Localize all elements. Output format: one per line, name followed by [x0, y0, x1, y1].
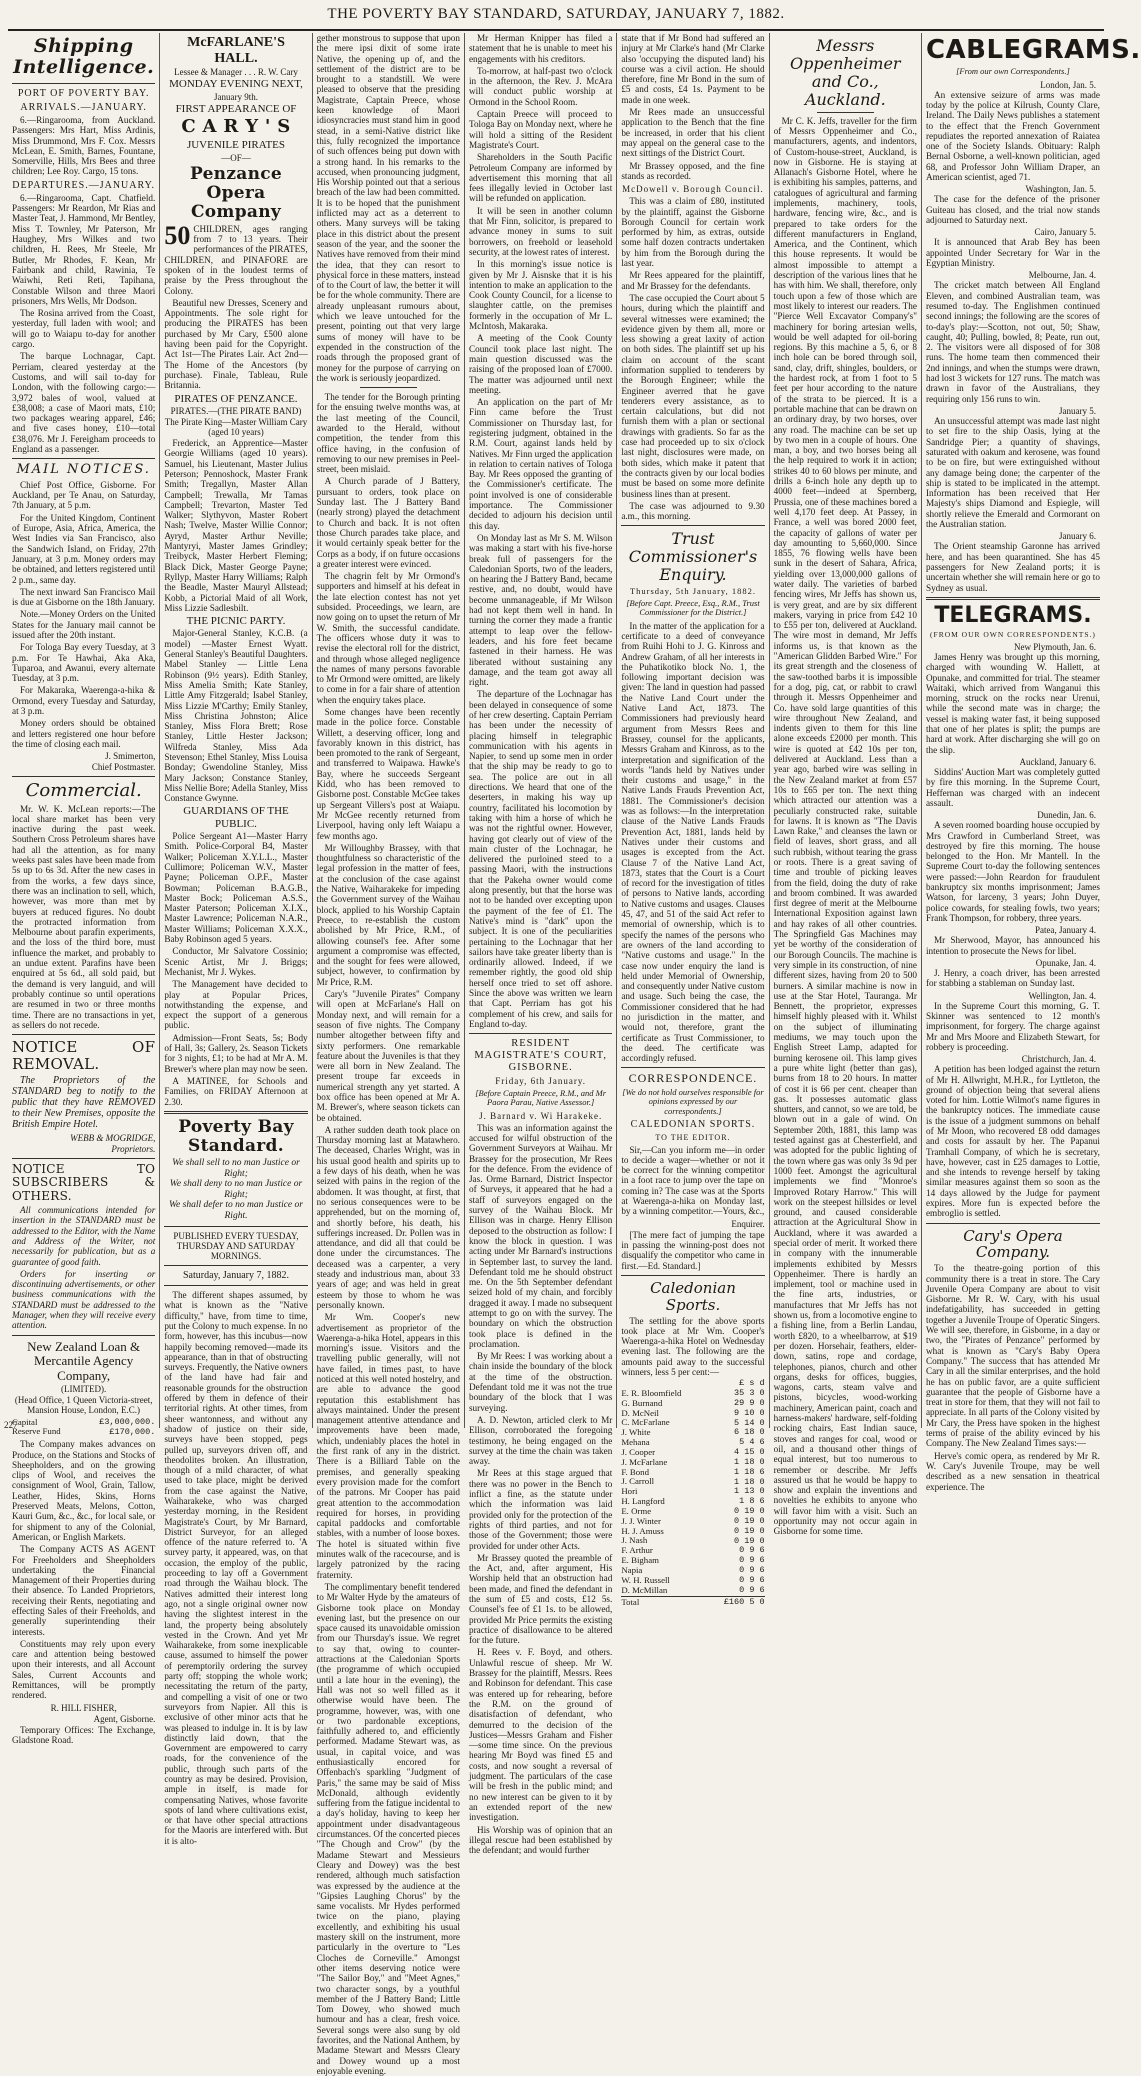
- divider: [469, 1033, 612, 1034]
- removal-signature: WEBB & MOGRIDGE,: [70, 1132, 156, 1143]
- cable-dateline: January 5.: [1058, 405, 1096, 416]
- shipping-note: The barque Lochnagar, Capt. Perriam, cleared yesterday at the Customs, and will sail to-day for London, with the following cargo:—3,972 bales of wool, valued at £38,008; a case of Maori mats, £10; two packages wearing apparel, £46; and five cases honey, £10—total £38,076. Mr J. Fereigham proceeds to England as a passenger.: [12, 351, 156, 454]
- telegram-text: A seven roomed boarding house occupied by Mrs Crawford in Cumberland Street, was destroyed by fire this morning. The house belonged to the Hon. Mr Mantell. In the Supreme Court to-day the following sentences were passed:—John Reardon for fraudulent bankruptcy six months imprisonment; James Watson, for larceny, 3 years; John Duyer, police cowards, for stealing fowls, two years; Frank Thompson, for robbery, three years.: [925, 820, 1100, 923]
- port-heading: PORT OF POVERTY BAY.: [17, 87, 150, 99]
- correspondence-answer: [The mere fact of jumping the tape in passing the winning-post does not disqualify the competitor who came in first.—Ed. Standard.]: [621, 1229, 765, 1271]
- capital-table: [12, 1418, 155, 1438]
- mcdowell-text: This was a claim of £80, instituted by the plaintiff, against the Gisborne Borough Council for certain work performed by him, as extras, outside some half dozen contracts undertaken by him from the Borough during the last year.: [621, 196, 765, 269]
- winner-amount: 0 9 6: [739, 1584, 765, 1595]
- news-paragraph: The departure of the Lochnagar has been delayed in consequence of some of her crew deserting. Captain Perriam has been under the necessity of placing himself in telegraphic communication with his agents in Napier, to send up some men in order that the ship may be ready to go to sea. The police are out in all directions. We heard that one of the deserters, in making his way up country, facilitated his locomotion by taking with him a horse of which he was not the rightful owner. However, having got clearly out of view of the main cluster of the Lochnagar, he delivered the purloined steed to a passing Maori, with the instructions that the Pakeha owner would come along presently, but that the horse was not to be handed over excepting upon the payment of the fee of £1. The Native's mind is "dark" upon the subject. It is one of the peculiarities pertaining to the Lochnagar that her sailors have take greater liberty than is ordinarily allowed. Indeed, if we remember rightly, the good old ship herself once tried to set off ashore. Since the above was written we learn that Capt. Perriam has got his complement of his crew, and sails for England to-day.: [468, 689, 613, 1029]
- rm-court-text: Mr Rees at this stage argued that there was no power in the Bench to inflict a fine, as the statute under which the information was laid provided only for the protection of the rights of third parties, and not for those of the Government; those were provided for under other Acts.: [468, 1468, 613, 1551]
- pirates-heading: PIRATES OF PENZANCE.: [174, 392, 298, 405]
- telegrams-heading: TELEGRAMS.: [934, 602, 1092, 628]
- penzance-title: Penzance Opera Company: [189, 163, 283, 222]
- departures-heading: DEPARTURES.—JANUARY.: [12, 179, 156, 191]
- winner-amount: 35 3 0: [734, 1387, 765, 1398]
- rm-court-text: His Worship was of opinion that an illegal rescue had been established by the defendant; and would further: [468, 1824, 613, 1856]
- winner-amount: 0 9 6: [739, 1555, 765, 1566]
- winner-amount: 9 10 0: [734, 1407, 765, 1418]
- of-line: —OF—: [221, 152, 251, 163]
- departures-text: 6.—Ringarooma, Capt. Chatfield. Passengers: Mr Reardon, Mr Rias and Master Teat, J. Hammond, Mr Bentley, Miss T. Townley, Mr Paterson, Mr Haughey, Mrs Wilkes and two children, H. Rees, Mr Steele, Mr Butler, Mr Rhodes, F. Kean, Mr Fairbank and child, Rawinia, Te Waiwhi, Reti Reti, Tapihana, Constable Wilson and three Maori prisoners, Mrs Wells, Mr Dodson.: [12, 192, 156, 306]
- winner-amount: 1 8 6: [739, 1496, 765, 1507]
- news-paragraph: The complimentary benefit tendered to Mr Walter Hyde by the amateurs of Gisborne took place on Monday evening last, but the presence on our space caused its unavoidable omission from our Thursday's issue. We regret to say that, owing to counter-attractions at the Caledonian Sports (the programme of which occupied until a late hour in the evening), the Hall was not so well filled as it otherwise would have been. The programme, however, was, with one or two pardonable exceptions, faithfully adhered to, and efficiently performed. Madame Stewart was, as usual, in capital voice, and was enthusiastically encored for Offenbach's sparkling "Judgment of Paris," the same may be said of Miss McDonald, although evidently suffering from the fatigue incidental to a day's holiday, having to keep her appointment under disadvantageous circumstances. Of the concerted pieces "The Chough and Crow" (by the Madame Stewart and Messieurs Cleary and Dowey) was the best rendered, although much satisfaction was expressed by the audience at the "Gipsies Laughing Chorus" by the same vocalists. Mr Hydes performed twice on the piano, playing excellently, and exhibiting his usual mastery skill on the instrument, more particularly in the overture to "Les Cloches de Corneville." Amongst other items deserving notice were "The Sailor Boy," and "Meet Agnes," two character songs, by a youthful member of the J Battery Band; Little Tom Dowey, who showed much humour and has a clear, fresh voice. Several songs were also sung by old favorites, and the National Anthem, by Madame Stewart and Messrs Cleary and Dowey wound up a most enjoyable evening.: [316, 1581, 460, 2076]
- correspondence-disclaimer: [We do not hold ourselves responsible for opinions expressed by our correspondents.]: [622, 1086, 764, 1116]
- published-line: PUBLISHED EVERY TUESDAY, THURSDAY AND SATURDAY MORNINGS.: [173, 1230, 299, 1261]
- trust-text: In the matter of the application for a certificate to a deed of conveyance from Ruihi Hohi to J. G. Kinross and Andrew Graham, of all her interests in the Puhatikotiko block No. 1, the following important decision was given: The land in question had passed the Native Land Court under the Native Land Act, 1873. The Commissioners had previously heard argument from Messrs Rees and Brassey, counsel for the applicants, Messrs Graham and Kinross, as to the interpretation and signification of the words "lands held by Natives under their customs and usage," in the Native Lands Frauds Prevention Act, 1881. The Commissioner's decision was as follows:—In the interpretation clause of the Native Lands Frauds Prevention Act, 1881, lands held by Natives under their customs and usages is excepted from the Act. Clause 7 of the Native Land Act, 1873, states that the Court is a Court of record for the investigation of titles of persons to Native lands, according to Native customs and usages. Clauses 45, 47, and 51 of the said Act refer to memorial of ownership, which is to specify the names of the persons who are owners of the land according to "Native customs and usage." In the case now under enquiry the land is held under Memorial of Ownership, and consequently under Native custom and usage. Such being the case, the Commissioner considered that he had no jurisdiction in the matter, and would not, therefore, grant the certificate as Trust Commissioner, to the deed. The certificate was accordingly refused.: [621, 620, 765, 1064]
- winner-amount: 1 18 0: [734, 1456, 765, 1467]
- capital-value: £3,000,000.: [99, 1416, 156, 1427]
- first-appearance: FIRST APPEARANCE OF: [175, 102, 297, 115]
- cable-text: The cricket match between All England Eleven, and combined Australian team, was resumed to-day. The Englishmen continued second innings; the following are the scores of to-day's play:—Scotton, not out, 50; Shaw, caught, 40; Pulling, bowled, 8; Peate, run out, 2. The visitors were all disposed of for 308 runs. The home team then commenced their 2nd innings, and when the stumps were drawn, had lost 3 wickets for 127 runs. The match was drawn in favor of the Australians, they requiring only 156 runs to win.: [925, 280, 1100, 404]
- agent-signature: R. HILL FISHER,: [50, 1702, 117, 1713]
- divider: [926, 1223, 1100, 1224]
- rm-court-text: By Mr Rees: I was working about a chain inside the boundary of the block at the time of the obstruction. Defendant told me it was not the true boundary of the block that I was surveying.: [468, 1351, 613, 1413]
- divider: [164, 1265, 307, 1266]
- removal-signature-title: Proprietors.: [111, 1143, 156, 1154]
- motto-line: We shall defer to no man Justice or Right.: [169, 1200, 303, 1221]
- winner-name: Napia: [621, 1565, 643, 1576]
- winner-amount: 0 9 6: [739, 1575, 765, 1586]
- news-paragraph: Mr Willoughby Brassey, with that thoughtfulness so characteristic of the legal profession in the matter of fees, at the conclusion of the case against the Native, Waiharakeke for impeding the Government survey of the Waihau block, applied to his Worship Captain Preece, to re-establish the custom abolished by Mr Price, R.M., of allowing counsel's fee. After some argument a compromise was effected, and the sought for fees were allowed, subject, however, to confirmation by Mr Price, R.M.: [316, 842, 460, 987]
- news-paragraph: Cary's "Juvenile Pirates" Company will open at McFarlane's Hall on Monday next, and will remain for a season of five nights. The Company number altogether between fifty and sixty performers. One remarkable feature about the Juveniles is that they were all born in New Zealand. The present troupe far exceeds in numerical strength any yet started. A box office has been opened at Mr A. M. Brewer's, where season tickets can be obtained.: [316, 989, 460, 1123]
- winners-total-row: [621, 1596, 764, 1607]
- winner-name: E. Bigham: [621, 1555, 659, 1566]
- oppenheimer-text: Mr C. K. Jeffs, traveller for the firm of Messrs Oppenheimer and Co., manufacturers, agents, and indentors, of Custom-house-street, Auckland, is now in Gisborne. He is staying at Allanach's Gisborne Hotel, where he is exhibiting his samples, patterns, and catalogues of agricultural and farming implements, machinery, tools, hardware, fencing wire, &c., and is prepared to take orders for the different manufacturers in England, America, and the Continent, which this house represents. It would be almost impossible to attempt a description of the various lines that he has with him. We shall, therefore, only touch upon a few of those which are most likely to interest our readers. The "Pierce Well Excavator Company's" machinery for boring artesian wells, would be well adapted for oil-boring regions. By this machine a 5, 6, or 8 inch hole can be bored through soil, sand, clay, drift, shingles, boulders, or the hardest rock, at from 1 foot to 5 feet per hour according to the nature of the strata to be pierced. It is a portable machine that can be drawn on an ordinary dray, by two horses, over any road. The machine can be set up by two men in a couple of hours. One man, a boy, and two horses being all the help required to work it in action; strikes 40 to 60 blows per minute, and drills a 6-inch hole any depth up to 4000 feet—indeed at Spernberg, Prussia, one of these machines bored a well 4,170 feet deep. At Passey, in France, a well was bored 2000 feet, the capacity of gallons of water per day amounting to 5,660,000. Since 1855, 76 flowing wells have been sunk in the desert of Sahara, Africa, yielding over 13,000,000 gallons of water daily. The varieties of barbed fencing wires, Mr Jeffs has shown us, is very great, and are by six different makers, varying in price from £42 10 to £55 per ton, delivered at Auckland. The wire most in demand, Mr Jeffs informs us, is that known as the "American Glidden Barbed Wire." For its great strength and the closeness of the saw-toothed barbs it is impossible for a dog, pig, cat, or rabbit to crawl through it. Messrs Oppenheimer and Co. have sold large quantities of this wire throughout New Zealand, and indents given to them for this line alone exceeds £2000 per month. This wire is quoted at £42 10s per ton, delivered at Auckland. Less than a year ago, barbed wire was selling in the New Zealand market at from £57 10s to £65 per ton. The next thing which attracted our attention was a peculiarly constructed rake, suitable for lawns. It is known as "The Davis Lawn Rake," and cleanses the lawn or field of leaves, short grass, and all such rubbish, without tearing the grass or roots. There is a great saving of time and trouble of picking leaves from the field, doing the duty of rake and broom combined. It was awarded first degree of merit at the Melbourne International Exposition against lawn and hay rakes of all other countries. The Springfield Gas Machines may yet be worthy of the consideration of our Borough Councils. The machine is very simple in its construction, of nine different sizes, having from 20 to 500 burners. A similar machine is now in use at the Star Hotel, Tauranga. Mr Bennett, the proprietor, expresses himself highly pleased with it. Whilst on the subject of illuminating mediums, we may touch upon the English Street Lamp, adapted for burning kerosene oil. This lamp gives a pure white light (better than gas), burns from 18 to 20 hours. In matter of cost it is 66 per cent. cheaper than gas. It possesses automatic glass shutters, and cannot, so we are told, be blown out in a gale of wind. On September 20th, 1881, this lamp was tested against gas at Chesterfield, and was adopted for the public lighting of the town where gas was only 3s 9d per 1000 feet. Amongst the agricultural implements we find "Monroe's Improved Rotary Harrow." This will work on the steepest hillsides or level ground, and caused considerable attraction at the Agricultural Show in Auckland, where it was awarded a special order of merit. It worked there in company with the innumerable implements exhibited by Messrs Oppenheimer. There is hardly an implement, tool or machine used in the fine arts, industries, or manufactures that Mr Jeffs has not shown us, from a locomotive engine to a fishing line, from a Berlin Landau, worth £820, to a wheelbarrow, at $19 per dozen. Horsehair, feathers, elder-down, satins, rope and cordage, telephones, pianos, church and other organs, desks for offices, buggies, wagons, carts, steam valve and pistons, bicycles, wood-working machinery, American paint, coach and harness-makers' hardware, self-folding rocking chairs, East Indian sauce, stoves and ranges for coal, wood or oil, and a thousand other things of equal interest, but too numerous to remember or describe. Mr Jeffs assured us that he would be happy to show and explain the inventions and novelties he exhibits to anyone who will favor him with a visit. Such an opportunity may not occur again in Gisborne for some time.: [773, 115, 917, 1537]
- cable-dateline: Melbourne, Jan. 4.: [1028, 270, 1096, 281]
- reserve-label: Reserve Fund: [12, 1426, 61, 1437]
- mcdowell-heading: McDowell v. Borough Council.: [622, 184, 764, 195]
- news-paragraph: On Monday last as Mr S. M. Wilson was making a start with his five-horse break full of passengers for the Caledonian Sports, two of the leaders, on hearing the J Battery Band, became restive, and, no doubt, would have become unmanageable, if Mr Wilson had not kept them well in hand. In turning the corner they made a frantic attempt to leap over the fellow-leaders, and his fore feet became fastened in their harness. He was liberated without sustaining any damage, and the team got away all right.: [468, 532, 613, 688]
- winner-name: Hori: [621, 1486, 638, 1497]
- mail-text: The next inward San Francisco Mail is due at Gisborne on the 18th January.: [12, 586, 156, 608]
- winner-amount: 5 4 6: [739, 1437, 765, 1448]
- news-paragraph: It will be seen in another column that Mr Finn, solicitor, is prepared to advance money in sums to suit borrowers, on freehold or leasehold security, at the lowest rates of interest.: [468, 205, 613, 257]
- column-2: [160, 33, 312, 1846]
- mcdowell-text: The case was adjourned to 9.30 a.m., this morning.: [621, 500, 765, 522]
- rm-court-date: Friday, 6th January.: [495, 1076, 587, 1087]
- masthead: THE POVERTY BAY STANDARD, SATURDAY, JANUARY 7, 1882.: [8, 4, 1104, 31]
- winner-name: W. H. Russell: [621, 1574, 670, 1585]
- telegram-text: J. Henry, a coach driver, has been arrested for stabbing a stableman on Sunday last.: [925, 967, 1100, 989]
- winner-amount: 0 9 6: [739, 1565, 765, 1576]
- subscribers-text: All communications intended for insertion in the STANDARD must be addressed to the Editor, with the Name and Address of the Writer, not necessarily for publication, but as a guarantee of good faith.: [12, 1205, 156, 1267]
- total-label: Total: [621, 1596, 706, 1607]
- winner-amount: 1 18 0: [734, 1476, 765, 1487]
- divider: [164, 1285, 307, 1286]
- trust-before: [Before Capt. Preece, Esq., R.M., Trust Commissioner for the District.]: [626, 597, 760, 618]
- juvenile-pirates: JUVENILE PIRATES: [186, 139, 286, 152]
- reserve-value: £170,000.: [109, 1426, 156, 1437]
- admission-text: Admission—Front Seats, 5s; Body of Hall, 3s; Gallery, 2s. Season Tickets for 3 nights, £1; to be had at Mr A. M. Brewer's where plan may now be seen.: [164, 1032, 308, 1074]
- cable-dateline: London, Jan. 5.: [1040, 79, 1096, 90]
- divider: [621, 1067, 764, 1068]
- commercial-text: Mr. W. K. McLean reports:—The local share market has been very inactive during the past week. Southern Cross Petroleum shares have had all the attention, as for many weeks past sales have been made from 5s up to 6s 3d. After the new cases in from the works, a few days since, there was an inclination to sell, which, however, was more than met by buyers at reduced figures. No doubt the protracted information from Melbourne about parafin experiments, and the loss of the third bore, must influence the market, and probably to an undue extent. Parafins have been enquired at 5s 6d., all sold paid, but the demand is very languid, and will probably continue so until operations are resumed in two or three months time. There are no transactions in yet, as sellers do not recede.: [12, 803, 156, 1030]
- editorial-text: The different shapes assumed, by what is known as the "Native difficulty," have, from time to time, put the Colony to much expense. In no form, however, has this incubus—now happily becoming removed—made its appearance, than in that of obstructing surveys. Frequently, the Native owners of the land have had fair and reasonable grounds for the obstruction offered by them in defence of their territorial rights. At other times, from sheer wantonness, and without any shadow of justice on their side, surveys have been stopped, pegs pulled up, surveyors driven off, and theodolites broken. An illustration, though of a mild character, of what used to take place, might be derived from the case against the Native, Waiharakeke, who was charged yesterday morning, in the Resident Magistrate's Court, by Mr Barnard, District Surveyor, for an alleged offence of the nature referred to. 'A survey party, it appeared, was, on that occasion, the employ of the public, proceeding to lay off a Government road through the Waihau block. The Natives admitted their interest long ago, not a single original owner now having the slightest interest in the land, the property being absolutely vested in the Crown. And yet Mr Waiharakeke, from some inexplicable cause, assumed to himself the power of peremptorily ordering the survey party off; stopping the whole work; necessitating the return of the party, and compelling a visit of one or two surveyors from Napier. All this is exclusive of other minor acts that he was pleased to indulge in. It is by law distinctly laid down, that the Government are empowered to carry roads, for the convenience of the public, through such parts of the country as may be desired. Provision, ample in itself, is made for compensating Natives, whose favorite spots of land where cultivations exist, or that have other special attractions for the Maoris are interfered with. But it is alto-: [164, 1290, 308, 1846]
- divider: [164, 1111, 307, 1114]
- nzloan-office: (Head Office, 1 Queen Victoria-street, Mansion House, London, E.C.): [14, 1395, 153, 1416]
- caledonian-letter-heading: CALEDONIAN SPORTS.: [630, 1119, 756, 1131]
- column-3: [313, 33, 465, 2076]
- page-number: 227: [4, 1420, 18, 1430]
- motto-line: We shall deny to no man Justice or Right;: [169, 1179, 303, 1200]
- divider: [621, 1275, 764, 1276]
- hall-evening-date: January 9th.: [213, 91, 258, 102]
- telegrams-subheading: (FROM OUR OWN CORRESPONDENTS.): [930, 630, 1096, 640]
- arrivals-text: 6.—Ringarooma, from Auckland. Passengers: Mrs Hart, Miss Ardinis, Miss Drummond, Mrs F. Cox. Messrs McLean, E. Smith, Barnes, Fountane, Somerville, Hills, Mrs Bees and three children; Lee Roy. Cargo, 15 tons.: [12, 114, 156, 177]
- divider: [12, 83, 155, 84]
- rm-court-text: A. D. Newton, articled clerk to Mr Ellison, corroborated the foregoing testimony, he being engaged on the survey at the time the chain was taken away.: [468, 1414, 613, 1467]
- commercial-heading: Commercial.: [25, 780, 142, 802]
- mail-text: Note.—Money Orders on the United States for the January mail cannot be issued after the 20th instant.: [12, 609, 156, 640]
- correspondence-signature: Enquirer.: [731, 1218, 765, 1229]
- shipping-note: The Rosina arrived from the Coast, yesterday, full laden with wool; and will go to Waiapu to-day for another cargo.: [12, 308, 156, 350]
- mail-text: For Makaraka, Waerenga-a-hika & Ormond, every Tuesday and Saturday, at 3 p.m.: [12, 685, 156, 717]
- rm-court-before: [Before Captain Preece, R.M., and Mr Paora Parau, Native Assessor.]: [475, 1087, 607, 1108]
- rm-court-text: This was an information against the accused for wilful obstruction of the Government Surveyors at Waihau. Mr Brassey for the prosecution, Mr Rees for the defence. From the evidence of Jas. Orme Barnard, District Inspector of Surveys, it appeared that he had a staff of surveyors engaged on the survey of the Waihau Block. Mr Ellison was in charge. Henry Ellison deposed to the obstruction as follow: I know the block in question. I was acting under Mr Barnard's instructions in September last, to survey the land. Defendant told me he should obstruct me. On the 5th September defendant seized hold of my chain, and forcibly dragged it away. I made no subsequent attempt to go on with the survey. The boundary on which the obstruction took place is defined in the proclamation.: [468, 1122, 613, 1349]
- news-paragraph: A rather sudden death took place on Thursday morning last at Matawhero. The deceased, Charles Wright, was in his usual good health and spirits up to a few days of his death, when he was seized with pains in the region of the abdomen. It was thought, at first, that no serious consequences were to be apprehended, but on the morning of, and shortly before, his death, his sufferings increased. Dr. Pollen was in attendance, and did all that could be done under the circumstances. The deceased was a carpenter, a very steady and industrious man, about 33 years of age; and was held in great esteem by those to whom he was personally known.: [316, 1124, 460, 1310]
- divider: [360, 387, 417, 388]
- pirate-cast: Frederick, an Apprentice—Master Georgie Williams (aged 10 years). Samuel, his Lieutenant, Master Julius Peterson; Pennoshock, Master Frank Smith; Tregallyn, Master Allan Campbell; Trewalla, Mr Tamas Campbell; Trevarton, Master Ted Walker; Slythyvon, Master Robert Nash; Twelve, Master Willie Connor; Ayryd, Master Arthur Neville; Mantyryi, Master James Grindley; Treibyck, Master Herbert Fleming; Black Dick, Master George Payne; Ryllyp, Master Harry Williams; Ralph the Beadle, Master Mauryl Allstead; Kobb, a Pictorial Maid of all Work, Miss Lizzie Sadlesbilt.: [164, 438, 308, 613]
- picnic-cast: Major-General Stanley, K.C.B. (a model) —Master Ernest Wyatt. General Stanley's Beautiful Daughters. Mabel Stanley — Little Lena Robinson (9½ years). Edith Stanley, Miss Amelia Smith; Kate Stanley, Little Amy Fitzgerald; Isabel Stanley, Miss Lizzie M'Carthy; Emily Stanley, Miss Christina Johnston; Alice Stanley, Miss Flora Brett; Rose Stanley, Little Hester Jackson; Wilfreda Stanley, Miss Ada Stevenson; Ethel Stanley, Miss Louisa Bonday; Gwendoline Stanley, Miss Mary Jackson; Constance Stanley, Miss Nellie Bore; Adella Stanley, Miss Constance Gwynne.: [164, 628, 308, 804]
- pirates-subheading: PIRATES.—(THE PIRATE BAND): [170, 405, 302, 416]
- hall-heading: McFARLANE'S HALL.: [187, 35, 285, 66]
- divider: [12, 1034, 155, 1035]
- oppenheimer-heading: Messrs Oppenheimer and Co., Auckland.: [790, 36, 901, 109]
- cable-text: An extensive seizure of arms was made today by the police at Kilrush, County Clare, Ireland. The Daily News publishes a statement to the effect that the French Government repudiates the reported annexation of Raiatea one of the Society Islands. Obituary: Ralph Bernal Osborne, a well-known politician, aged 68, and Professor John William Draper, an American scientist, aged 71.: [925, 89, 1100, 183]
- removal-heading: NOTICE OF REMOVAL.: [12, 1038, 156, 1073]
- mail-text: Money orders should be obtained and letters registered one hour before the time of closing each mail.: [12, 718, 156, 749]
- mail-signature-title: Chief Postmaster.: [91, 762, 156, 773]
- winner-name: F. Arthur: [621, 1545, 653, 1556]
- telegram-dateline: Christchurch, Jan. 4.: [1021, 1054, 1096, 1065]
- guardians-heading: GUARDIANS OF THE PUBLIC.: [183, 805, 289, 830]
- winners-table: [621, 1379, 764, 1607]
- capital-label: Capital: [12, 1416, 38, 1427]
- winner-name: E. Orme: [621, 1505, 652, 1516]
- correspondence-heading: CORRESPONDENCE.: [628, 1071, 758, 1086]
- winner-name: H. J. Amuss: [621, 1525, 664, 1536]
- pirate-king: The Pirate King—Master William Cary (aged 10 years): [164, 416, 308, 437]
- management-note: The Management have decided to play at Popular Prices, notwithstanding the expense, and expect the support of a generous public.: [164, 979, 308, 1031]
- divider: [12, 1335, 155, 1336]
- winner-name: J. J. Winter: [621, 1515, 661, 1526]
- winner-name: Mehana: [621, 1437, 650, 1448]
- winner-amount: 0 19 0: [734, 1515, 765, 1526]
- winner-name: J. Nash: [621, 1535, 648, 1546]
- agent-signature-title: Agent, Gisborne.: [93, 1713, 156, 1724]
- divider: [926, 597, 1100, 600]
- telegram-text: James Henry was brought up this morning, charged with wounding W. Hallett, at Opunake, and committed for trial. The steamer Waitaki, which arrived from Wanganui this morning, struck on the rocks near Urenui, while the second mate was in charge; the vessel is making water fast, it being supposed that one of her plates is split; the pumps are hard at work. After discharging she will go on the slip.: [925, 651, 1100, 755]
- divider: [12, 1158, 155, 1159]
- winner-name: J. Carroll: [621, 1476, 655, 1487]
- editorial-continued: gether monstrous to suppose that upon the mere ipsi dixit of some irate Native, the opening up of, and the settlement of the district are to be brought to a standstill. We were pleased to observe that the presiding Magistrate, Captain Preece, whose keen knowledge of Maori idiosyncracies must stand him in good stead, in a semi-Native district like this, fully recognized the importance of such offences being put down with a strong hand. In his remarks to the accused, when pronouncing judgment, His Worship pointed out that a serious breach of the law had been committed. It is to be hoped that the punishment inflicted may act as a deterrent to others. Many surveys will be taking place in this district about the present season of the year, and the sooner the Natives have removed from their mind the idea, that they can resort to physical force in these matters, instead of to the Court of law, the better it will be for the whole community. There are already unpleasant rumours about, which we leave untouched for the present, pointing out that very large sums of money will have to be expended in the construction of the roads through the proposed grant of money for the purpose of carrying on the work is seriously jeopardized.: [316, 33, 460, 383]
- winner-name: J. McFarlane: [621, 1456, 668, 1467]
- cablegrams-heading: CABLEGRAMS.: [925, 35, 1141, 65]
- column-5: [617, 33, 769, 1607]
- winner-amount: 4 15 0: [734, 1447, 765, 1458]
- hall-lessee: Lessee & Manager . . . R. W. Cary: [174, 67, 298, 78]
- fifty-number: 50: [164, 220, 191, 250]
- agent-text: Constituents may rely upon every care and attention being bestowed upon their interests, and all Account Sales, Current Accounts and Remittances, will be promptly rendered.: [12, 1638, 156, 1701]
- winner-name: J. White: [621, 1427, 651, 1438]
- winner-amount: 5 14 0: [734, 1417, 765, 1428]
- picnic-heading: THE PICNIC PARTY.: [186, 615, 286, 628]
- news-paragraph: Shareholders in the South Pacific Petroleum Company are informed by advertisement this morning that all fees illegally levied in October last will be refunded on application.: [468, 152, 613, 204]
- cable-dateline: Cairo, January 5.: [1034, 227, 1096, 238]
- telegram-dateline: New Plymouth, Jan. 6.: [1013, 641, 1096, 652]
- rm-court-heading: RESIDENT MAGISTRATE'S COURT, GISBORNE.: [474, 1038, 607, 1073]
- divider: [621, 525, 764, 526]
- news-paragraph: The tender for the Borough printing for the ensuing twelve months was, at the last meeting of the Council, awarded to the Herald, without competition, the tender from this office having, in the confusion of removing to our new premises in Peel-street, been mislaid.: [316, 392, 460, 475]
- winner-amount: 1 13 0: [734, 1486, 765, 1497]
- winner-amount: 1 18 6: [734, 1466, 765, 1477]
- sports-heading: Caledonian Sports.: [650, 1278, 736, 1314]
- mail-heading: MAIL NOTICES.: [16, 462, 151, 478]
- correspondence-text: Sir,—Can you inform me—in order to decide a wager—whether or not it be correct for the winning competitor in a foot race to jump over the tape on coming in? The case was at the Sports at Waerenga-a-hika on Monday last, by a winning competitor.—Yours, &c.,: [621, 1144, 765, 1217]
- winner-name: H. Langford: [621, 1496, 665, 1507]
- telegram-dateline: Auckland, January 6.: [1019, 756, 1096, 767]
- removal-text: The Proprietors of the STANDARD beg to notify to the public that they have REMOVED to their New Premises, opposite the British Empire Hotel.: [12, 1074, 156, 1131]
- carys-title: C A R Y ' S: [181, 116, 291, 138]
- columns: [8, 33, 1141, 2076]
- news-paragraph: Mr Wm. Cooper's new advertisement as proprietor of the Waerenga-a-hika Hotel, appears in this morning's issue. Visitors and the travelling public generally, will not have failed, in times past, to have noticed at this well noted hostelry, and are able to advance the good reputation this establishment has always maintained. Under the present management attentive attendance and improvements have been made, which, undeniably places the hotel in the first rank of any in the district. There is a Billiard Table on the premises, and generally speaking every provision made for the comfort of the patrons. Mr Cooper has paid great attention to the accommodation required for horses, in providing capital paddocks and comfortable stables, with a number of loose boxes. The hotel is situated within five minutes walk of the racecourse, and is largely patronized by the racing fraternity.: [316, 1312, 460, 1580]
- agent-text: The Company ACTS AS AGENT For Freeholders and Sheepholders undertaking the Financial Management of their Properties during their absence. To Landed Proprietors, receiving their Rents, negotiating and effecting Sales of their Freeholds, and generally superintending their interests.: [12, 1544, 156, 1637]
- subscribers-heading: NOTICE TO SUBSCRIBERS & OTHERS.: [12, 1161, 156, 1203]
- motto-line: We shall sell to no man Justice or Right;: [172, 1157, 300, 1179]
- mail-text: Chief Post Office, Gisborne. For Auckland, per Te Anau, on Saturday, 7th January, at 5 p.m.: [12, 479, 156, 511]
- telegram-text: Siddins' Auction Mart was completely gutted by fire this morning. In the Supreme Court, Heffernan was charged with an indecent assault.: [925, 767, 1100, 808]
- mail-text: For Tologa Bay every Tuesday, at 3 p.m. For Te Hawhai, Aka Aka, Tuparoa, and Awanui, every alternate Tuesday, at 3 p.m.: [12, 642, 156, 684]
- telegram-text: A petition has been lodged against the return of Mr H. Allwright, M.H.R., for Lyttleton, the ground of objection being that several aliens voted for him. Lottie Wilmot's name figures in the bankruptcy notices. The immediate cause is the issue of a judgment summons on behalf of Mr Moon, who recovered £8 odd damages and costs for assault by her. The Papanui Tramhall Company, of which he is secretary, have, however, cast in £25 damages to Lottie, and she intends to revenge herself by taking similar measures against them so soon as the 14 days allowed by the Judge for payment expires. More fun is expected before the embroglio is settled.: [925, 1064, 1100, 1219]
- news-paragraph: To-morrow, at half-past two o'clock in the afternoon, the Rev. J. McAra will conduct public worship at Ormond in the School Room.: [468, 65, 613, 107]
- scenery-text: Beautiful new Dresses, Scenery and Appointments. The sole right for producing the PIRATES has been purchased by Mr Cary, £500 alone having been paid for the Copyright. Act 1st—The Pirates Lair. Act 2nd—The Home of the Ancestors (by purchase). Finale, Tableau, Rule Britannia.: [164, 297, 308, 391]
- telegram-text: In the Supreme Court this morning, G. T. Skinner was sentenced to 12 month's imprisonment, for forgery. The charge against Mr and Mrs Moore and Elizabeth Stewart, for robbery is proceeding.: [925, 1000, 1100, 1052]
- news-paragraph: Captain Preece will proceed to Tologa Bay on Monday next, where he will hold a sitting of the Resident Magistrate's Court.: [468, 109, 613, 150]
- guardians-cast: Police Sergeant A1—Master Harry Smith. Police-Corporal B4, Master Walker; Policeman X.Y.L.L., Master Cullimore; Policeman W.V., Master Payne; Policeman O.P.F., Master Bowman; Policeman B.A.G.B., Master Bock; Policeman A.S.S., Master Paterson; Policeman X.I.X., Master Lawrence; Policeman N.A.R., Master Williams; Policeman X.X.X., Baby Robinson aged 5 years.: [164, 831, 308, 945]
- rm-court-text: Mr Brassey quoted the preamble of the Act, and, after argument, His Worship held that an obstruction had been made, and fined the defendant in the sum of £5 and costs, £12 5s. Counsel's fee of £1 1s. to be allowed, provided Mr Price permits the existing practice of disallowance to be altered for the future.: [468, 1552, 613, 1646]
- matinee-text: A MATINEE, for Schools and Families, on FRIDAY Afternoon at 2.30.: [164, 1075, 308, 1107]
- subscribers-text: Orders for inserting or discontinuing advertisements, or other business communications with the STANDARD must be addressed to the Manager, when they will receive every attention.: [12, 1268, 156, 1331]
- opera-company-text: Herve's comic opera, as rendered by Mr R. W. Cary's Juvenile Troupe, may be well described as a new sensation in theatrical experience. The: [925, 1450, 1100, 1492]
- column-7: [922, 33, 1141, 1492]
- news-paragraph: A Church parade of J Battery, pursuant to orders, took place on Sunday last. The J Battery Band (nearly strong) played the detachment to Church and back. It is not often those Church parades take place, and it would certainly speak better for the Corps as a body, if on future occasions a greater interest were evinced.: [316, 476, 460, 569]
- opera-company-heading: Cary's Opera Company.: [963, 1226, 1063, 1262]
- mcdowell-text: Mr Rees appeared for the plaintiff, and Mr Brassey for the defendants.: [621, 270, 765, 291]
- hall-evening: MONDAY EVENING NEXT,: [169, 78, 303, 91]
- telegram-dateline: Wellington, Jan. 4.: [1028, 990, 1096, 1001]
- cable-dateline: Washington, Jan. 5.: [1025, 184, 1096, 195]
- telegram-dateline: Patea, January 4.: [1034, 925, 1096, 936]
- nzloan-limited: (LIMITED).: [61, 1384, 107, 1395]
- nzloan-text: The Company makes advances on Produce, on the Stations and Stocks of Sheepholders, and on the growing clips of Wool, and receives the consignment of Wool, Grain, Tallow, Leather, Hides, Skins, Horns Preserved Meats, Melons, Cotton, Kauri Gum, &c., &c., for local sale, or for shipment to any of the Colonial, American, or English Markets.: [12, 1439, 156, 1542]
- trust-heading: Trust Commissioner's Enquiry.: [628, 529, 758, 585]
- divider: [817, 112, 874, 113]
- news-paragraph: Mr Herman Knipper has filed a statement that he is unable to meet his engagements with his creditors.: [468, 33, 613, 64]
- winner-row: [621, 1586, 764, 1596]
- currency-header: £ s d: [739, 1378, 765, 1389]
- winner-amount: 0 19 0: [734, 1525, 765, 1536]
- winner-name: J. Cooper: [621, 1446, 656, 1457]
- conductor-text: Conductor, Mr Salvatore Cossinio; Scenic Artist, Mr J. Briggs; Mechanist, Mr J. Wykes.: [164, 946, 308, 977]
- sports-intro: The settling for the above sports took place at Mr Wm. Cooper's Waerenga-a-hika Hotel on Wednesday evening last. The following are the amounts paid away to the successful winners, less 5 per cent:—: [621, 1315, 765, 1378]
- winner-amount: 0 19 0: [734, 1535, 765, 1546]
- rm-court-text: Mr Brassey opposed, and the fine stands as recorded.: [621, 160, 765, 181]
- rm-court-text: Mr Rees made an unsuccessful application to the Bench that the fine be increased, in order that his client may appeal on the general case to the next sittings of the District Court.: [621, 107, 765, 159]
- column-1: [8, 33, 160, 1746]
- news-paragraph: Some changes have been recently made in the police force. Constable Willett, a deserving officer, long and favorably known in this district, has been promoted to the rank of Sergeant, and transferred to Waipawa. Hawke's Bay, where he succeeds Sergeant Kidd, who has been removed to Gisborne post. Constable McGee takes up Sergeant Villers's post at Waiapu. Mr McGee recently returned from Liverpool, having only left Waiapu a few months ago.: [316, 707, 460, 841]
- standard-title: Poverty Bay Standard.: [178, 1116, 294, 1156]
- news-paragraph: In this morning's issue notice is given by Mr J. Aisnske that it is his intention to make an application to the Cook County Council, for a license to slaughter cattle, on the premises formerly in the occupation of Mr L. McIntosh, Makaraka.: [468, 259, 613, 332]
- cable-text: It is announced that Arab Bey has been appointed Under Secretary for War in the Egyptian Ministry.: [925, 237, 1100, 269]
- trust-date: Thursday, 5th January, 1882.: [629, 586, 756, 597]
- mail-signature: J. Smimerton,: [105, 751, 156, 762]
- mail-text: For the United Kingdom, Continent of Europe, Asia, Africa, America, the West Indies via San Francisco, also the Sandwich Island, on Friday, 27th January, at 3 p.m. Money orders may be obtained, and letters registered until 2 p.m., same day.: [12, 512, 156, 585]
- mcdowell-text: The case occupied the Court about 5 hours, during which the plaintiff and several witnesses were examined; the evidence given by them all, more or less showing a great laxity of action on both sides. The plaintiff set up his claim on account of the scant information supplied to tenderers by the Borough Engineer; while the Engineer averred that he gave tenderers every assistance, as to certain calculations, but did not furnish them with a plan or sectional drawings with gradients. So far as the case had proceeded up to six o'clock last night, disclosures were made, on both sides, which make it patent that the contracts given by our local bodies must be based on some more definite business lines than at present.: [621, 292, 765, 499]
- telegram-text: Mr Sherwood, Mayor, has announced his intention to prosecute the News for libel.: [925, 935, 1100, 956]
- issue-date: Saturday, January 7, 1882.: [182, 1269, 289, 1281]
- divider: [164, 1226, 307, 1227]
- winner-name: F. Bond: [621, 1466, 649, 1477]
- arrivals-heading: ARRIVALS.—JANUARY.: [20, 101, 147, 113]
- rm-court-text: H. Rees v. F. Boyd, and others. Unlawful rescue of sheep. Mr W. Brassey for the plaintiff, Messrs. Rees and Robinson for defendant. This case was entered up for rehearing, before the R.M. on the ground of disatisfaction of defendant, who demurred to the decision of the Justices—Messrs Graham and Fisher—some time since. On the previous hearing Mr Boyd was fined £5 and costs, and now sought a reversal of judgment. The particulars of the case will be fresh in the public mind; and no new interest can be given to it by an extended report of the new investigation.: [468, 1647, 613, 1823]
- winner-amount: 0 9 6: [739, 1545, 765, 1556]
- news-paragraph: The chagrin felt by Mr Ormond's supporters and himself at his defeat in the late election contest has not yet subsided. Proceedings, we learn, are now going on to upset the return of Mr W. Smith, the successful candidate. The officers whose duty it was to revise the electoral roll for the district, and through whose alleged negligence the names of many persons favorable to Mr Ormond were omitted, are likely to come in for a fair share of attention when the enquiry takes place.: [316, 571, 460, 705]
- column-6: [770, 33, 922, 1537]
- rm-court-text: state that if Mr Bond had suffered an injury at Mr Clarke's hand (Mr Clarke also 'occupying the disputed land) his course was a civil action. He should therefore, fine Mr Bond in the sum of £5 and costs, £4 1s. Payment to be made in one week.: [621, 33, 765, 105]
- nzloan-heading: New Zealand Loan & Mercantile Agency Company,: [27, 1338, 141, 1383]
- winner-name: G. Burnand: [621, 1397, 663, 1408]
- divider: [12, 776, 155, 777]
- total-value: £160 5 0: [707, 1596, 765, 1607]
- cable-dateline: January 6.: [1058, 531, 1096, 542]
- telegram-dateline: Opunake, Jan. 4.: [1035, 957, 1096, 968]
- cable-text: An unsuccessful attempt was made last night to set fire to the ship Oasis, lying at the Sandridge Pier; a quantity of shavings, saturated with oakum and kerosene, was found to be on fire, but were extinguished without any damage being done; the carpenter of the ship is stated to be implicated in the attempt. Information has been received that Her Majesty's ships Diamond and Espiegle, will shortly relieve the Emerald and Cormorant on the Australian station.: [925, 416, 1100, 529]
- telegram-dateline: Dunedin, Jan. 6.: [1037, 810, 1096, 821]
- winner-amount: 0 19 0: [734, 1506, 765, 1517]
- column-4: [465, 33, 617, 1856]
- temporary-offices: Temporary Offices: The Exchange, Gladstone Road.: [12, 1724, 156, 1746]
- rm-case-title: J. Barnard v. Wi Harakeke.: [479, 1110, 603, 1121]
- fifty-text: CHILDREN, ages ranging from 7 to 13 years. Their performances of the PIRATES, CHILDREN, and PINAFORE are spoken of in the loudest terms of praise by the Press throughout the Colony.: [164, 223, 308, 296]
- winner-name: D. McNeil: [621, 1407, 659, 1418]
- opera-company-text: To the theatre-going portion of this community there is a treat in store. The Cary Juvenile Opera Company are about to visit Gisborne. Mr R. W. Cary, with his usual indefatigability, has succeeded in getting together a Juvenile Troupe of Operatic Singers. We will see, therefore, in Gisborne, in a day or two, the "Pirates of Penzance" performed by what is known as "Cary's Baby Opera Company." The success that has attended Mr Cary in all the similar enterprises, and the hold he has on public favor, are a quite sufficient guarantee that the people of Gisborne have a treat in store for them, that they will not fail to appreciate. In all parts of the Colony visited by Mr Cary, the Press have spoken in the highest terms of praise of the ability evinced by his Company. The New Zealand Times says:—: [925, 1263, 1100, 1449]
- to-editor: TO THE EDITOR.: [655, 1132, 731, 1142]
- winner-name: C. McFarlane: [621, 1417, 670, 1428]
- news-paragraph: An application on the part of Mr Finn came before the Trust Commissioner on Thursday last, for registering judgment, obtained in the R.M. Court, against lands held by Natives. Mr Finn urged the application in relation to certain natives of Tologa Bay. Mr Rees opposed the granting of the Commissioner's certificate. The point involved is one of considerable importance. The Commissioner decided to adjourn his decision until this day.: [468, 397, 613, 531]
- cablegrams-subheading: [From our own Correspondents.]: [956, 66, 1070, 77]
- winner-name: D. McMillan: [621, 1584, 668, 1595]
- cable-text: The case for the defence of the prisoner Guiteau has closed, and the trial now stands adjourned to Saturday next.: [925, 194, 1100, 226]
- winner-amount: 29 9 0: [734, 1397, 765, 1408]
- shipping-heading: Shipping Intelligence.: [13, 35, 155, 79]
- cable-text: The Orient steamship Garonne has arrived here, and has been quarantined. She has 45 passengers for New Zealand ports; it is uncertain whether she will remain here or go to Sydney as usual.: [925, 541, 1100, 593]
- winner-name: E. R. Bloomfield: [621, 1387, 682, 1398]
- winner-amount: 6 18 0: [734, 1427, 765, 1438]
- news-paragraph: A meeting of the Cook County Council took place last night. The main question discussed was the raising of the proposed loan of £7000. The matter was adjourned until next meeting.: [468, 333, 613, 395]
- divider: [12, 458, 155, 459]
